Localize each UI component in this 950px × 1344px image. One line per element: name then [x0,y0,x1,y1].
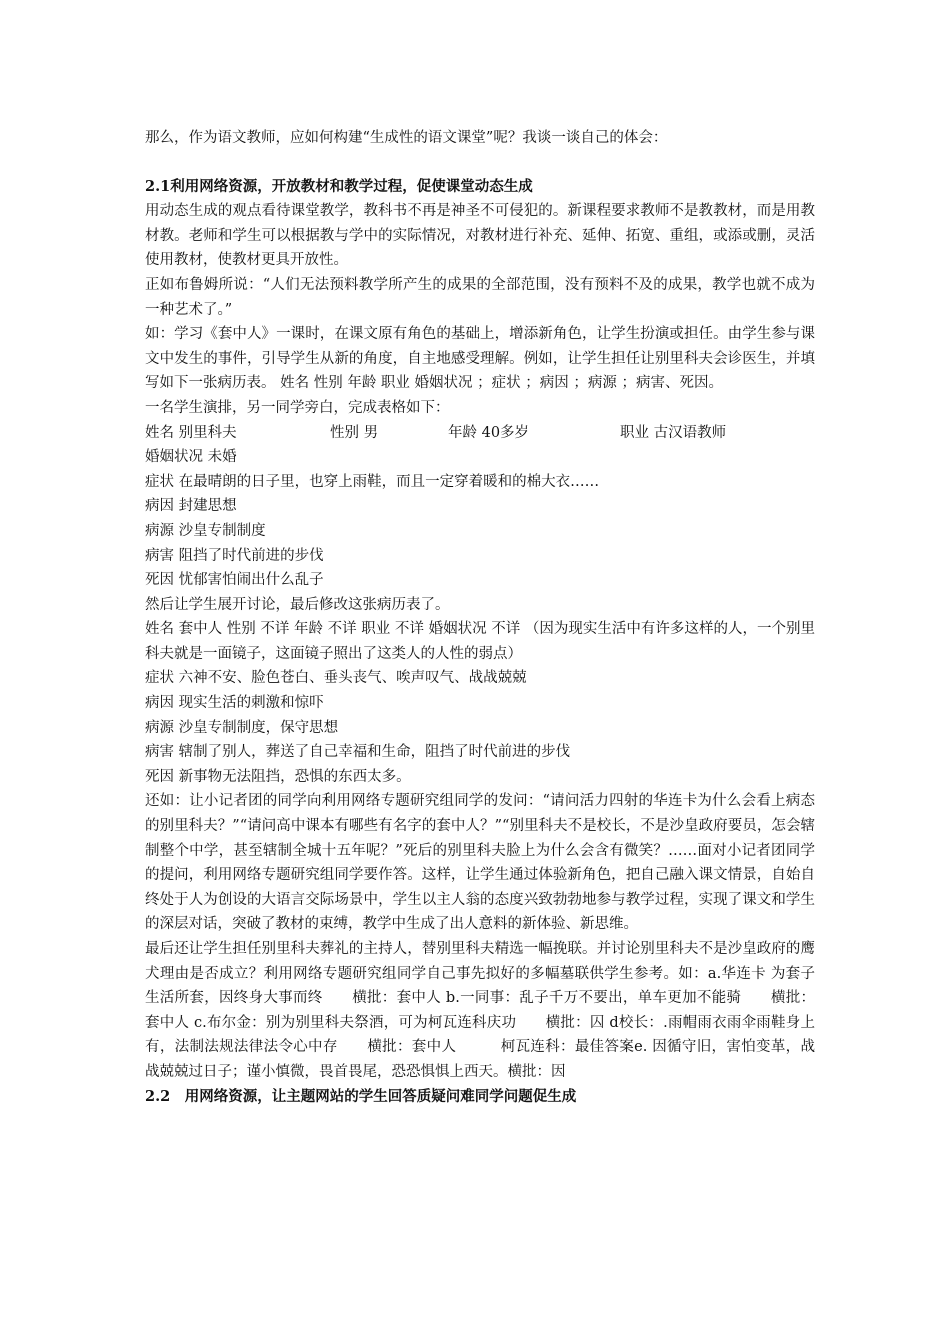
document-page [145,126,815,1109]
form1-first-row [145,421,815,446]
form2-symptom: 症状 六神不安、脸色苍白、垂头丧气、唉声叹气、战战兢兢 [145,670,527,687]
form2-line1: 姓名 套中人 性别 不详 年龄 不详 职业 不详 婚姻状况 不详 （因为现实生活中有许多这样的人，一个别里科夫就是一面镜子，这面镜子照出了这类人的人性的弱点） [145,621,815,662]
paragraph: 然后让学生展开讨论，最后修改这张病历表了。 [145,596,450,613]
form1-job: 职业 古汉语教师 [620,424,727,441]
form1-origin: 病源 沙皇专制制度 [145,522,266,539]
paragraph: 正如布鲁姆所说：“人们无法预料教学所产生的成果的全部范围，没有预料不及的成果，教学也就不成为一种艺术了。” [145,276,815,318]
form1-death: 死因 忧郁害怕闹出什么乱子 [145,572,324,589]
paragraph: 一名学生演排，另一同学旁白，完成表格如下： [145,399,450,416]
form2-harm: 病害 辖制了别人，葬送了自己幸福和生命，阻挡了时代前进的步伐 [145,744,571,761]
form2-cause: 病因 现实生活的刺激和惊吓 [145,695,324,712]
form2-death: 死因 新事物无法阻挡，恐惧的东西太多。 [145,768,411,785]
paragraph: 还如：让小记者团的同学向利用网络专题研究组同学的发问：“请问活力四射的华连卡为什么会看上病态的别里科夫？”“请问高中课本有哪些有名字的套中人？”“别里科夫不是校长，不是沙皇政府要员，怎会辖制整个中学，甚至辖制全城十五年呢？”死后的别里科夫脸上为什么会含有微笑？……面对小记者团同学的提问，利用网络专题研究组同学要作答。这样，让学生通过体验新角色，把自己融入课文情景，自始自终处于人为创设的大语言交际场景中，学生以主人翁的态度兴致勃勃地参与教学过程，实现了课文和学生的深层对话，突破了教材的束缚，教学中生成了出人意料的新体验、新思维。 [145,793,815,933]
section-heading-2-2: 2.2 用网络资源，让主题网站的学生回答质疑问难同学问题促生成 [145,1087,577,1105]
paragraph: 最后还让学生担任别里科夫葬礼的主持人，替别里科夫精选一幅挽联。并讨论别里科夫不是沙皇政府的鹰犬理由是否成立？利用网络专题研究组同学自己事先拟好的多幅墓联供学生参考。如：a.华连卡 为套子生活所套，因终身大事而终 横批：套中人 b.一同事：乱子千万不要出，单车更加不能骑 横批：套中人 c.布尔金：别为别里科夫祭酒，可为柯瓦连科庆功 横批：囚 d校长：.雨帽雨衣雨伞雨鞋身上有，法制法规法律法令心中存 横批：套中人 柯瓦连科：最佳答案e. 因循守旧，害怕变革，战战兢兢过日子；谨小慎微，畏首畏尾，恐恐惧惧上西天。横批：因 [145,941,815,1080]
form1-harm: 病害 阻挡了时代前进的步伐 [145,547,324,564]
form1-symptom: 症状 在最晴朗的日子里，也穿上雨鞋，而且一定穿着暖和的棉大衣…… [145,473,600,490]
form1-age: 年龄 40多岁 [448,424,530,441]
paragraph: 如：学习《套中人》一课时，在课文原有角色的基础上，增添新角色，让学生扮演或担任。由学生参与课文中发生的事件，引导学生从新的角度，自主地感受理解。例如，让学生担任让别里科夫会诊医生，并填写如下一张病历表。 姓名 性别 年龄 职业 婚姻状况 ；症状 ；病因 ；病源 ；病害、死因。 [145,326,815,392]
intro-paragraph: 那么，作为语文教师，应如何构建“生成性的语文课堂”呢？我谈一谈自己的体会： [145,130,668,146]
section-heading-2-1: 2.1利用网络资源，开放教材和教学过程，促使课堂动态生成 [145,177,533,195]
form1-marital: 婚姻状况 未婚 [145,449,237,466]
form1-name: 姓名 别里科夫 [145,424,237,441]
form2-origin: 病源 沙皇专制制度，保守思想 [145,719,339,736]
form1-cause: 病因 封建思想 [145,498,237,515]
spacer [145,151,815,175]
paragraph: 用动态生成的观点看待课堂教学，教科书不再是神圣不可侵犯的。新课程要求教师不是教教材，而是用教材教。老师和学生可以根据教与学中的实际情况，对教材进行补充、延伸、拓宽、重组，或添或删，灵活使用教材，使教材更具开放性。 [145,203,815,269]
form1-gender: 性别 男 [330,424,379,441]
